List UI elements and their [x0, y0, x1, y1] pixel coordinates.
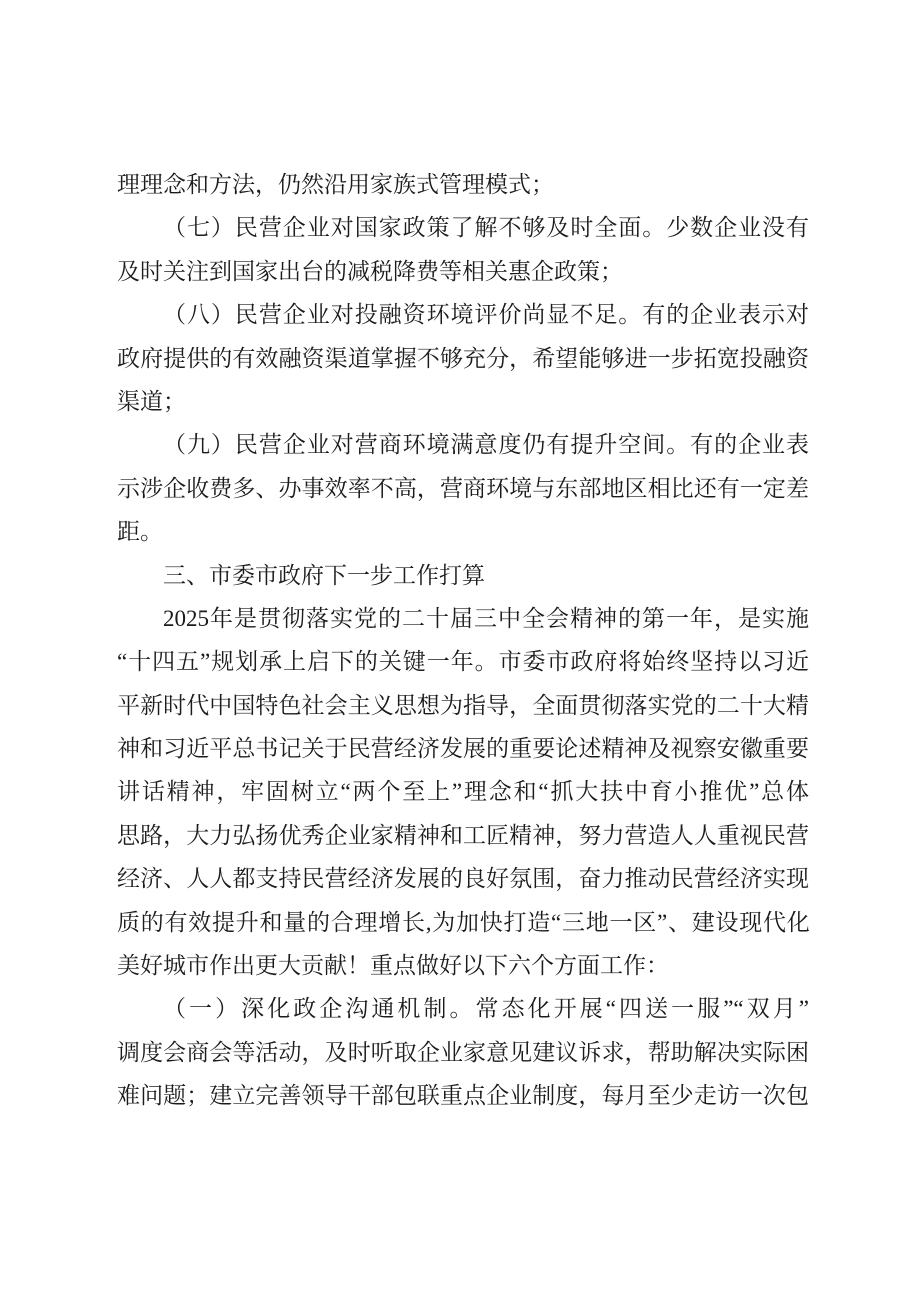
- text-line: （八）民营企业对投融资环境评价尚显不足。有的企业表示对: [163, 302, 809, 328]
- text-line: 思路，大力弘扬优秀企业家精神和工匠精神，努力营造人人重视民营: [117, 822, 809, 848]
- document-body: [117, 163, 809, 1118]
- text-line: （一）深化政企沟通机制。常态化开展“四送一服”“双月”: [163, 996, 809, 1022]
- text-line: 2025年是贯彻落实党的二十届三中全会精神的第一年，是实施: [163, 605, 809, 631]
- text-line: 质的有效提升和量的合理增长,为加快打造“三地一区”、建设现代化: [117, 909, 809, 935]
- text-line: 渠道；: [117, 388, 186, 414]
- text-line: 示涉企收费多、办事效率不高，营商环境与东部地区相比还有一定差: [117, 475, 809, 501]
- section-heading: 三、市委市政府下一步工作打算: [163, 562, 485, 588]
- text-line: 美好城市作出更大贡献！重点做好以下六个方面工作：: [117, 953, 669, 979]
- text-line: 经济、人人都支持民营经济发展的良好氛围，奋力推动民营经济实现: [117, 866, 809, 892]
- text-line: 政府提供的有效融资渠道掌握不够充分，希望能够进一步拓宽投融资: [117, 345, 809, 371]
- text-line: 距。: [117, 519, 163, 545]
- text-line: “十四五”规划承上启下的关键一年。市委市政府将始终坚持以习近: [117, 649, 809, 675]
- text-line: 神和习近平总书记关于民营经济发展的重要论述精神及视察安徽重要: [117, 736, 809, 762]
- text-line: 难问题；建立完善领导干部包联重点企业制度，每月至少走访一次包: [117, 1083, 809, 1109]
- text-line: 理理念和方法，仍然沿用家族式管理模式；: [117, 172, 554, 197]
- text-line: 调度会商会等活动，及时听取企业家意见建议诉求，帮助解决实际困: [117, 1039, 809, 1065]
- text-line: （九）民营企业对营商环境满意度仍有提升空间。有的企业表: [163, 432, 809, 458]
- text-line: （七）民营企业对国家政策了解不够及时全面。少数企业没有: [163, 215, 809, 241]
- text-line: 讲话精神，牢固树立“两个至上”理念和“抓大扶中育小推优”总体: [117, 779, 809, 805]
- text-line: 平新时代中国特色社会主义思想为指导，全面贯彻落实党的二十大精: [117, 692, 809, 718]
- text-line: 及时关注到国家出台的减税降费等相关惠企政策；: [117, 258, 623, 284]
